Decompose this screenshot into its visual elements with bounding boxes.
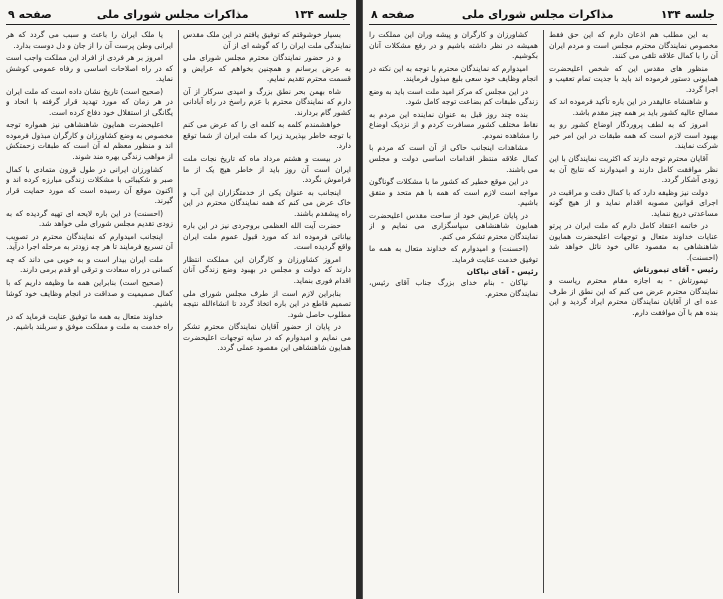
right-page [362,0,723,599]
text-column-inner [549,30,718,593]
paragraph: (احسنت) در این باره لایحه ای تهیه گردیده که به زودی تقدیم مجلس شورای ملی خواهد شد. [6,208,173,229]
paragraph: شاه بهمن بحر نطق بزرگ و امیدی سرکار از آن دارم که نمایندگان محترم با عزم راسخ در راه آبادانی کشور گام بردارند. [183,86,351,117]
paragraph: بنده چند روز قبل به عنوان نماینده این مردم به نقاط مختلف کشور مسافرت کردم و از نزدیک اوضاع را مشاهده نمودم. [369,109,538,140]
column-divider [543,30,544,593]
paragraph: در این مجلس که مرکز امید ملت است باید به وضع زندگی طبقات کم بضاعت توجه کامل شود. [369,86,538,107]
paragraph: دولت نیز وظیفه دارد که با کمال دقت و مراقبت در اجرای قوانین مصوبه اقدام نماید و از هیچ گونه مساعدتی دریغ ننماید. [549,187,718,218]
paragraph: بنابراین لازم است از طرف مجلس شورای ملی تصمیم قاطع در این باره اتخاذ گردد تا انشاءالله نتیجه مطلوب حاصل شود. [183,288,351,319]
left-page [0,0,357,599]
paragraph: در پایان عرایض خود از ساحت مقدس اعلیحضرت همایون شاهنشاهی سپاسگزاری می نمایم و از نمایندگان محترم تشکر می کنم. [369,210,538,241]
paragraph: (صحیح است) تاریخ نشان داده است که ملت ایران در هر زمان که مورد تهدید قرار گرفته با اتحاد و یگانگی از استقلال خود دفاع کرده است. [6,86,173,117]
paragraph: در خاتمه اعتقاد کامل دارم که ملت ایران در پرتو عنایات خداوند متعال و توجهات اعلیحضرت همایون شاهنشاهی به مقصود عالی خود نائل خواهد شد (احسنت). [549,221,718,262]
page-header [8,6,348,22]
paragraph: اینجانب امیدوارم که نمایندگان محترم در تصویب آن تسریع فرمایند تا هر چه زودتر به مرحله اجرا درآید. [6,231,173,252]
paragraph: کشاورزان و کارگران و پیشه وران این مملکت را همیشه در نظر داشته باشیم و در رفع مشکلات آنان بکوشیم. [369,30,538,61]
paragraph: اعلیحضرت همایون شاهنشاهی نیز همواره توجه مخصوص به وضع کشاورزان و کارگران مبذول فرموده اند و منظور معظم له آن است که طبقات زحمتکش از مواهب زندگی بهره مند شوند. [6,120,173,162]
paragraph: در پایان از حضور آقایان نمایندگان محترم تشکر می نمایم و امیدوارم که در سایه توجهات اعلیحضرت همایون شاهنشاهی این مقصود عملی گردد. [183,322,351,353]
header-rule [6,24,350,25]
session-label: جلسه ۱۳۴ [660,7,715,21]
header-rule [369,24,717,25]
paragraph: در بیست و هشتم مرداد ماه که تاریخ نجات ملت ایران است آن روز باید از خاطر هیچ یک از ما فراموش نگردد. [183,154,351,185]
page-header [371,6,715,22]
paragraph: مشاهدات اینجانب حاکی از آن است که مردم با کمال علاقه منتظر اقدامات اساسی دولت و مجلس می باشند. [369,143,538,174]
text-column-outer [369,30,538,593]
text-column-inner [183,30,351,593]
paragraph: در این موقع خطیر که کشور ما با مشکلات گوناگون مواجه است لازم است که همه با هم متحد و متفق باشیم. [369,177,538,208]
paragraph: بسیار خوشوقتم که توفیق یافتم در این ملک مقدس نمایندگی ملت ایران را که گوشه ای از آن [183,30,351,50]
page-number: صفحه ۸ [371,7,415,21]
paragraph: منظور های مقدس این که شخص اعلیحضرت همایونی دستور فرموده اند باید با جدیت تمام تعقیب و اجرا گردد. [549,63,718,94]
column-divider [178,30,179,593]
paragraph: به این مطلب هم اذعان دارم که این حق فقط مخصوص نمایندگان محترم مجلس است و مردم ایران آن را با کمال علاقه تلقی می کنند. [549,30,718,61]
paragraph: و در حضور نمایندگان محترم مجلس شورای ملی به عرض برسانم و همچنین بخواهم که عرایض و قسمت محترم تقدیم نمایم. [183,53,351,84]
paragraph: آقایان محترم توجه دارند که اکثریت نمایندگان با این نظر موافقت کامل دارند و امیدوارند که نتایج آن به زودی آشکار گردد. [549,154,718,185]
paragraph: امروز بر هر فردی از افراد این مملکت واجب است که در راه اصلاحات اساسی و رفاه عمومی کوشش نماید. [6,53,173,84]
paragraph: خواهشمندم کلمه به کلمه ای را که عرض می کنم با توجه خاطر بپذیرید زیرا که ملت ایران از شما توقع دارد. [183,120,351,151]
speaker-heading: رئیس - آقای تیمورتاش [633,265,718,275]
paragraph: امیدوارم که نمایندگان محترم با توجه به این نکته در انجام وظایف خود سعی بلیغ مبذول فرمایند. [369,63,538,84]
paragraph: (صحیح است) بنابراین همه ما وظیفه داریم که با کمال صمیمیت و صداقت در انجام وظایف خود کوشا باشیم. [6,278,173,309]
text-column-outer [6,30,173,593]
paragraph: و شاهنشاه عالیقدر در این باره تأکید فرموده اند که مصالح عالیه کشور باید بر همه چیز مقدم باشد. [549,97,718,117]
paragraph: کشاورزان ایرانی در طول قرون متمادی با کمال صبر و شکیبائی با مشکلات زندگی مبارزه کرده اند و اکنون موقع آن رسیده است که مورد حمایت قرار گیرند. [6,164,173,206]
paragraph: اینجانب به عنوان یکی از خدمتگزاران این آب و خاک عرض می کنم که همه نمایندگان محترم در این راه پیشقدم باشند. [183,187,351,218]
speaker-heading: رئیس - آقای نیاکان [466,267,538,277]
paragraph: ملت ایران بیدار است و به خوبی می داند که چه کسانی در راه سعادت و ترقی او قدم برمی دارند. [6,254,173,275]
header-title: مذاکرات مجلس شورای ملی [461,7,614,21]
paragraph: نیاکان - بنام خدای بزرگ جناب آقای رئیس، نمایندگان محترم. [369,278,538,298]
paragraph: خداوند متعال به همه ما توفیق عنایت فرماید که در راه خدمت به ملت و مملکت موفق و سربلند باشیم. [6,311,173,332]
paragraph: یا ملک ایران را باعث و سبب می گردد که هر ایرانی وطن پرست آن را از جان و دل دوست بدارد. [6,30,173,50]
paragraph: حضرت آیت الله العظمی بروجردی نیز در این باره بیاناتی فرموده اند که مورد قبول عموم ملت ایران واقع گردیده است. [183,221,351,252]
paragraph: امروز که به لطف پروردگار اوضاع کشور رو به بهبود است لازم است که همه طبقات در این امر خیر شرکت نمایند. [549,120,718,151]
paragraph: (احسنت) و امیدوارم که خداوند متعال به همه ما توفیق خدمت عنایت فرماید. [369,244,538,264]
header-title: مذاکرات مجلس شورای ملی [96,7,249,21]
session-label: جلسه ۱۳۴ [293,7,348,21]
paragraph: تیمورتاش - به اجازه مقام محترم ریاست و نمایندگان محترم عرض می کنم که این نطق از طرف عده ای از آقایان نمایندگان محترم ایراد گردید و این بنده هم با آن موافقت دارم. [549,276,718,317]
paragraph: امروز کشاورزان و کارگران این مملکت انتظار دارند که دولت و مجلس در بهبود وضع زندگی آنان اقدام فوری بنماید. [183,254,351,286]
page-number: صفحه ۹ [8,7,52,21]
